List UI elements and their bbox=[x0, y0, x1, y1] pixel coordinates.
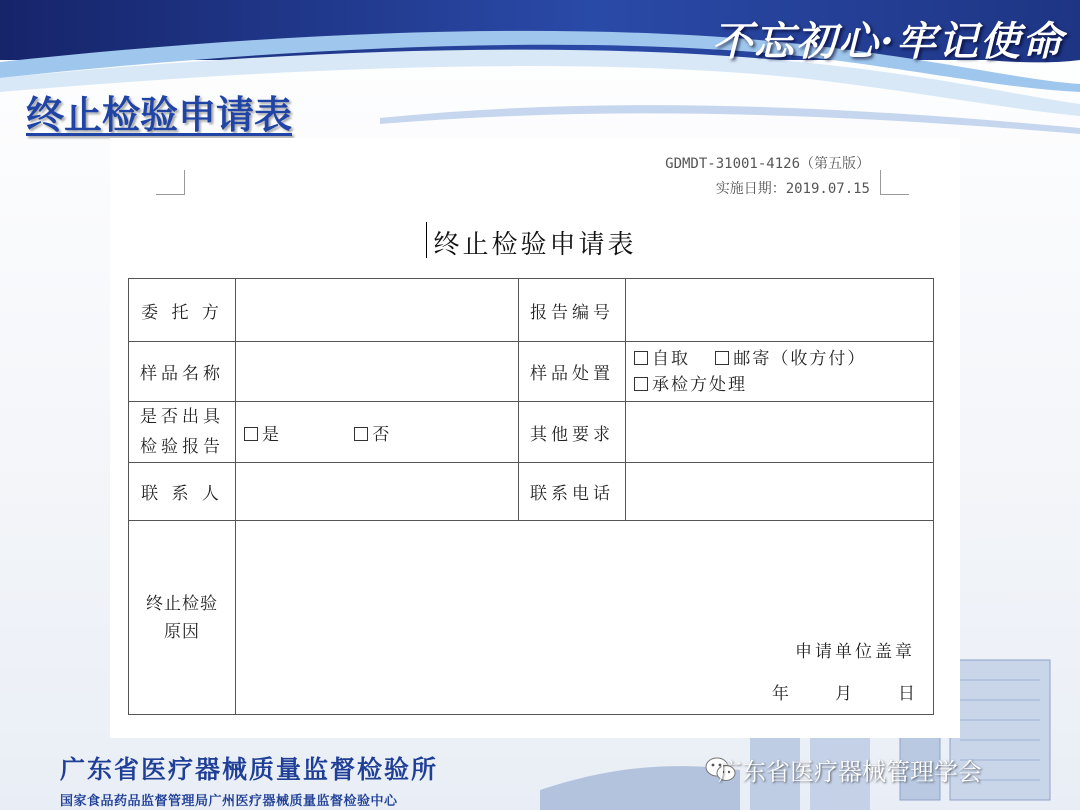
disposal-option-mail[interactable]: 邮寄（收方付） bbox=[715, 346, 866, 372]
form-row bbox=[129, 342, 934, 402]
contact-phone-field[interactable] bbox=[626, 463, 934, 521]
slogan-text: 不忘初心·牢记使命 bbox=[712, 18, 1064, 65]
sample-name-field[interactable] bbox=[236, 342, 519, 402]
checkbox-icon bbox=[354, 427, 368, 441]
date-line bbox=[772, 679, 915, 704]
form-row bbox=[129, 279, 934, 342]
document-title: 终止检验申请表 bbox=[433, 230, 637, 260]
issue-report-yes[interactable]: 是 bbox=[244, 420, 279, 445]
checkbox-icon bbox=[634, 377, 648, 391]
document-effective-date: 实施日期：2019.07.15 bbox=[715, 181, 870, 197]
checkbox-icon bbox=[634, 351, 648, 365]
date-year-label: 年 bbox=[772, 684, 789, 704]
sample-name-label: 样品名称 bbox=[129, 342, 236, 402]
document-code: GDMDT-31001-4126（第五版） bbox=[665, 156, 870, 172]
issue-report-options bbox=[236, 402, 519, 463]
slide-title: 终止检验申请表 bbox=[26, 92, 293, 137]
disposal-option-self-pickup[interactable]: 自取 bbox=[634, 346, 690, 372]
date-day-label: 日 bbox=[898, 684, 915, 704]
termination-reason-label: 终止检验 原因 bbox=[129, 521, 236, 715]
institute-name: 广东省医疗器械质量监督检验所 bbox=[60, 755, 439, 784]
corner-mark bbox=[880, 170, 909, 195]
report-number-field[interactable] bbox=[626, 279, 934, 342]
contact-person-label: 联 系 人 bbox=[129, 463, 236, 521]
other-requirements-label: 其他要求 bbox=[519, 402, 626, 463]
termination-reason-field[interactable] bbox=[236, 521, 934, 715]
checkbox-icon bbox=[244, 427, 258, 441]
form-row bbox=[129, 402, 934, 463]
document-code-block bbox=[665, 152, 870, 202]
form-row bbox=[129, 463, 934, 521]
sample-disposal-label: 样品处置 bbox=[519, 342, 626, 402]
termination-request-form bbox=[128, 278, 934, 715]
applicant-stamp-label: 申请单位盖章 bbox=[795, 642, 915, 662]
institute-logo-text bbox=[60, 750, 438, 809]
issue-report-label: 是否出具 检验报告 bbox=[129, 402, 236, 463]
watermark-text: 广东省医疗器械管理学会 bbox=[718, 758, 982, 786]
contact-person-field[interactable] bbox=[236, 463, 519, 521]
institute-subtitle: 国家食品药品监督管理局广州医疗器械质量监督检验中心 bbox=[60, 794, 398, 809]
disposal-option-lab-handles[interactable]: 承检方处理 bbox=[634, 372, 747, 398]
sample-disposal-options bbox=[626, 342, 934, 402]
entrusting-party-label: 委 托 方 bbox=[129, 279, 236, 342]
checkbox-icon bbox=[715, 351, 729, 365]
date-month-label: 月 bbox=[835, 684, 852, 704]
corner-mark bbox=[156, 170, 185, 195]
report-number-label: 报告编号 bbox=[519, 279, 626, 342]
form-row bbox=[129, 521, 934, 715]
entrusting-party-field[interactable] bbox=[236, 279, 519, 342]
document-page bbox=[110, 138, 960, 738]
other-requirements-field[interactable] bbox=[626, 402, 934, 463]
contact-phone-label: 联系电话 bbox=[519, 463, 626, 521]
issue-report-no[interactable]: 否 bbox=[354, 420, 389, 445]
